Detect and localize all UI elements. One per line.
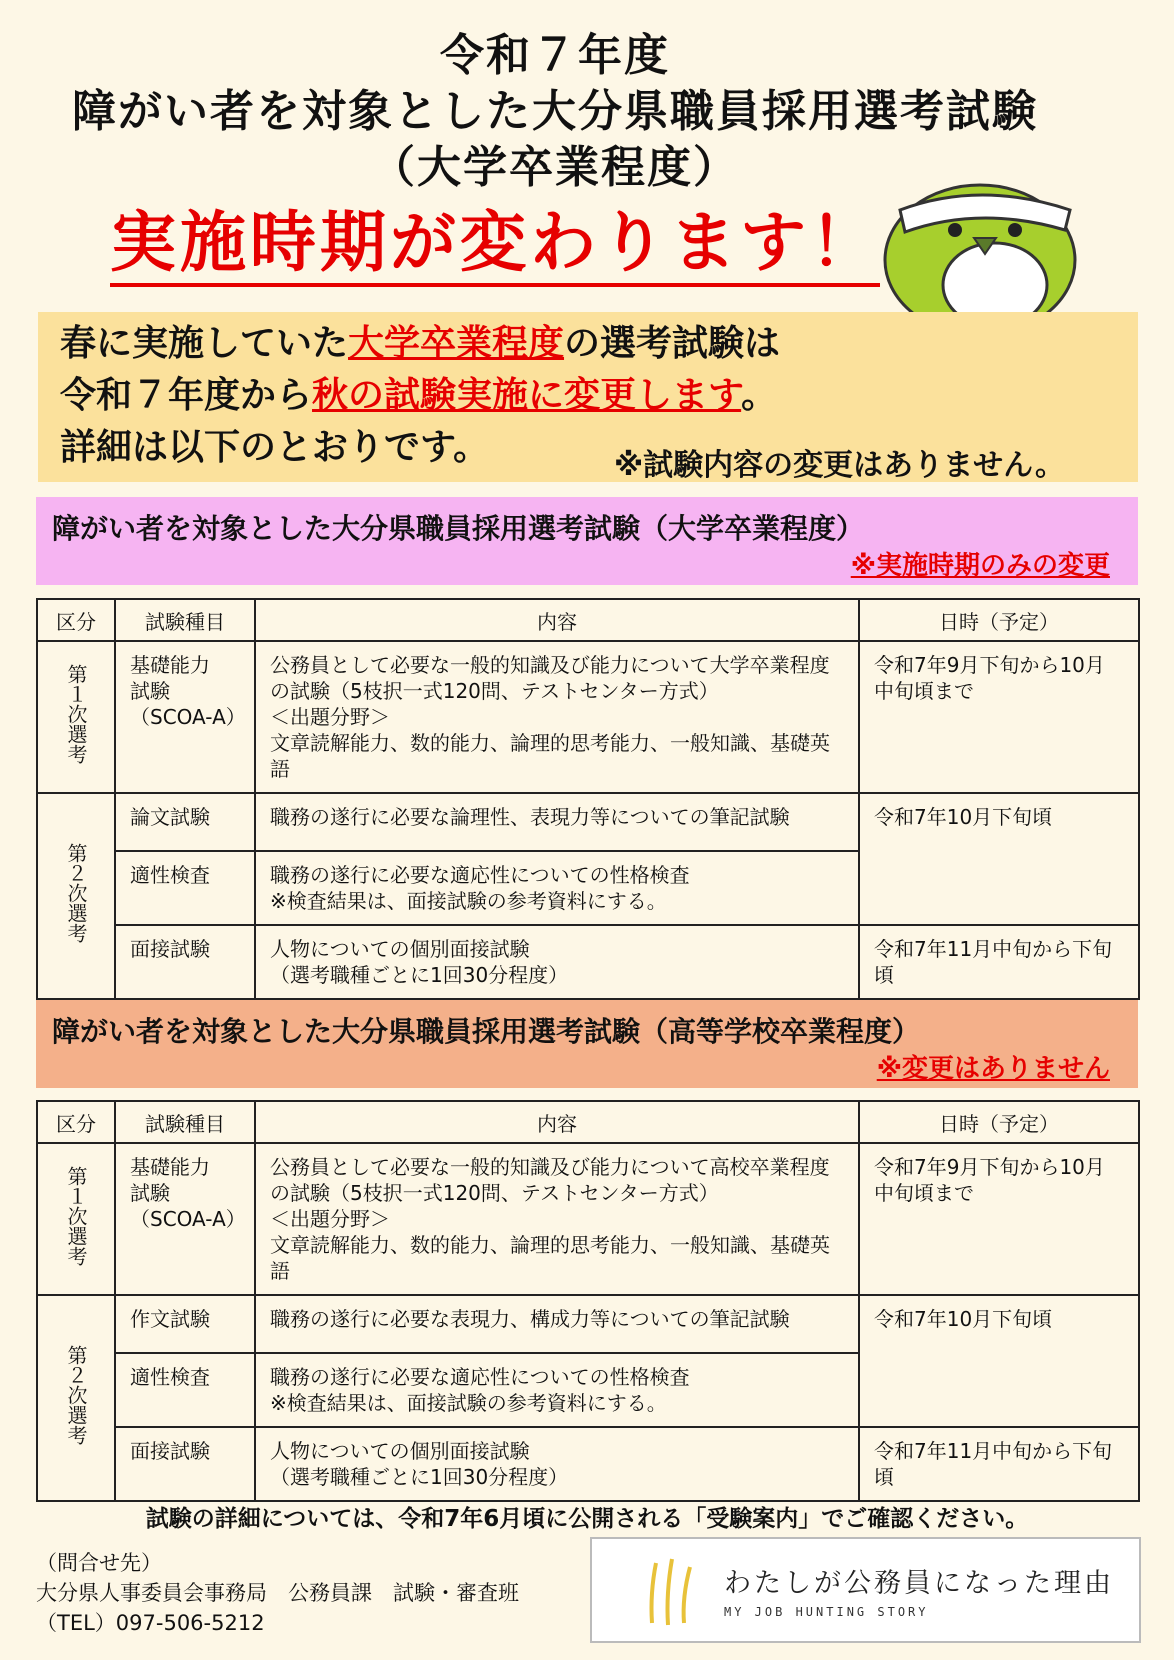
date-cell: 令和7年10月下旬頃 [859,793,1139,925]
date-cell: 令和7年11月中旬から下旬頃 [859,1427,1139,1501]
content-cell: 職務の遂行に必要な適応性についての性格検査 ※検査結果は、面接試験の参考資料にする。 [255,1353,859,1427]
content-cell: 職務の遂行に必要な論理性、表現力等についての筆記試験 [255,793,859,851]
date-cell: 令和7年11月中旬から下旬頃 [859,925,1139,999]
item-cell: 論文試験 [115,793,255,851]
item-cell: 作文試験 [115,1295,255,1353]
table-row [37,1427,1139,1501]
section-title: 障がい者を対象とした大分県職員採用選考試験（高等学校卒業程度） [52,1015,921,1048]
table-row [37,1143,1139,1295]
intro-note: ※試験内容の変更はありません。 [614,448,1065,483]
title-sub: （大学卒業程度） [371,142,739,193]
col-header-item: 試験種目 [115,1101,255,1143]
date-cell: 令和7年9月下旬から10月中旬頃まで [859,1143,1139,1295]
col-header-date: 日時（予定） [859,599,1139,641]
content-cell: 職務の遂行に必要な適応性についての性格検査 ※検査結果は、面接試験の参考資料にする。 [255,851,859,925]
headline: 実施時期が変わります！ [110,205,880,287]
date-cell: 令和7年9月下旬から10月中旬頃まで [859,641,1139,793]
section-note: ※変更はありません [876,1054,1110,1084]
content-cell: 人物についての個別面接試験 （選考職種ごとに1回30分程度） [255,1427,859,1501]
table-row [37,925,1139,999]
col-header-content: 内容 [255,1101,859,1143]
col-header-category: 区分 [37,1101,115,1143]
schedule-table-university [36,598,1140,1000]
item-cell: 基礎能力 試験 （SCOA-A） [115,1143,255,1295]
contact-label: （問合せ先） [36,1551,162,1575]
col-header-content: 内容 [255,599,859,641]
section-title: 障がい者を対象とした大分県職員採用選考試験（大学卒業程度） [52,512,865,545]
brush-stroke-icon [642,1553,702,1629]
footer-note: 試験の詳細については、令和7年6月頃に公開される「受験案内」でご確認ください。 [145,1506,1029,1532]
schedule-table-highschool [36,1100,1140,1502]
title-main: 障がい者を対象とした大分県職員採用選考試験 [72,86,1038,137]
banner-title: わたしが公務員になった理由 [724,1568,1114,1599]
contact-tel: （TEL）097-506-5212 [36,1611,265,1635]
section-band-highschool [36,1000,1138,1088]
intro-line-3: 詳細は以下のとおりです。 [60,427,490,468]
content-cell: 人物についての個別面接試験 （選考職種ごとに1回30分程度） [255,925,859,999]
story-banner[interactable] [590,1537,1141,1643]
item-cell: 適性検査 [115,851,255,925]
col-header-item: 試験種目 [115,599,255,641]
table-row [37,1295,1139,1353]
intro-line-2: 令和７年度から秋の試験実施に変更します。 [60,375,778,416]
col-header-category: 区分 [37,599,115,641]
stage-second: 第２次選考 [37,1295,115,1501]
stage-first: 第１次選考 [37,1143,115,1295]
table-row [37,793,1139,851]
contact-block [36,1548,519,1638]
section-note: ※実施時期のみの変更 [850,551,1110,581]
banner-subtitle: MY JOB HUNTING STORY [724,1605,929,1619]
content-cell: 公務員として必要な一般的知識及び能力について高校卒業程度の試験（5枝択一式120問、テストセンター方式） ＜出題分野＞ 文章読解能力、数的能力、論理的思考能力、一般知識、基礎英語 [255,1143,859,1295]
col-header-date: 日時（予定） [859,1101,1139,1143]
title-year: 令和７年度 [440,30,670,81]
intro-line-1: 春に実施していた大学卒業程度の選考試験は [60,323,781,364]
content-cell: 公務員として必要な一般的知識及び能力について大学卒業程度の試験（5枝択一式120問、テストセンター方式） ＜出題分野＞ 文章読解能力、数的能力、論理的思考能力、一般知識、基礎英語 [255,641,859,793]
contact-org: 大分県人事委員会事務局 公務員課 試験・審査班 [36,1581,519,1605]
date-cell: 令和7年10月下旬頃 [859,1295,1139,1427]
item-cell: 適性検査 [115,1353,255,1427]
table-row [37,641,1139,793]
section-band-university [36,497,1138,585]
item-cell: 基礎能力 試験 （SCOA-A） [115,641,255,793]
item-cell: 面接試験 [115,1427,255,1501]
item-cell: 面接試験 [115,925,255,999]
stage-first: 第１次選考 [37,641,115,793]
content-cell: 職務の遂行に必要な表現力、構成力等についての筆記試験 [255,1295,859,1353]
stage-second: 第２次選考 [37,793,115,999]
intro-box [38,312,1138,482]
